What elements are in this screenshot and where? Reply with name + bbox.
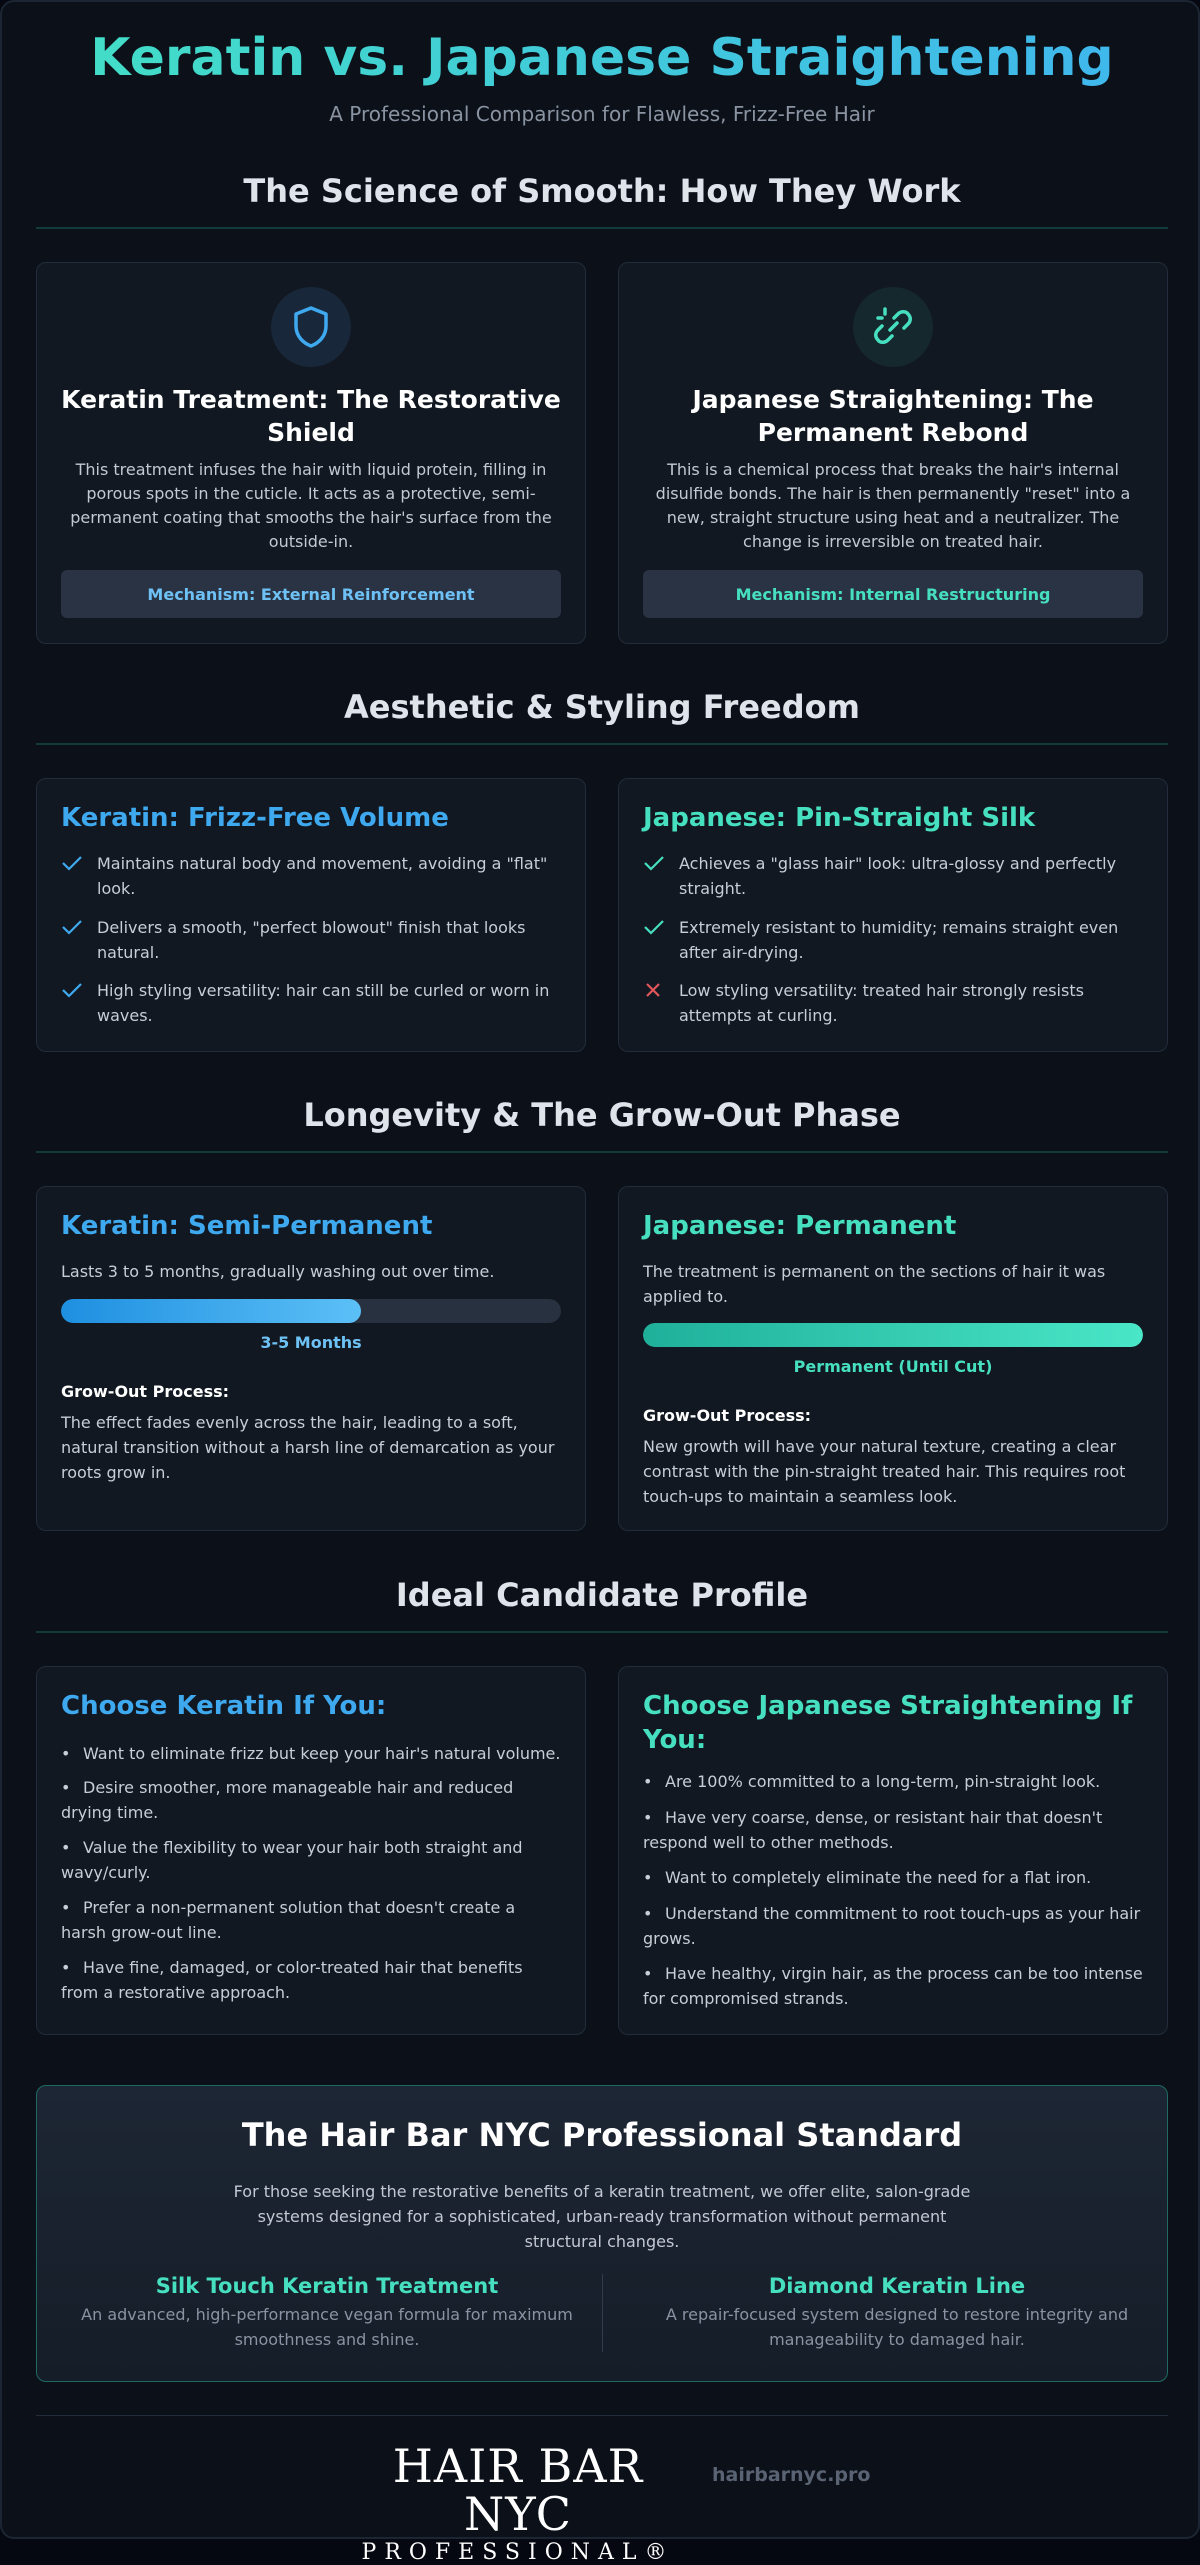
keratin-grow-body: The effect fades evenly across the hair, leading to a soft, natural transition without a harsh line of demarcation as your roots grow in. <box>61 1413 555 1482</box>
keratin-candidate-heading: Choose Keratin If You: <box>61 1691 387 1721</box>
feature-item <box>61 851 561 901</box>
list-item: • Want to completely eliminate the need for a flat iron. <box>643 1868 1092 1887</box>
keratin-candidate-card <box>36 1666 586 2035</box>
keratin-duration-fill <box>61 1299 361 1323</box>
japanese-science-heading: Japanese Straightening: The Permanent Rebond <box>692 385 1094 447</box>
site-link[interactable]: hairbarnyc.pro <box>712 2464 871 2486</box>
japanese-duration-fill <box>643 1323 1143 1347</box>
product-name: Silk Touch Keratin Treatment <box>155 2274 499 2298</box>
japanese-science-body: This is a chemical process that breaks the hair's internal disulfide bonds. The hair is then permanently "reset" into a new, straight structure using heat and a neutralizer. The change is irreversible on treated hair. <box>655 460 1131 551</box>
list-item-text: Prefer a non-permanent solution that doesn't create a harsh grow-out line. <box>61 1898 516 1942</box>
feature-text: High styling versatility: hair can still be curled or worn in waves. <box>97 981 550 1025</box>
keratin-longevity-heading: Keratin: Semi-Permanent <box>61 1211 433 1241</box>
feature-text: Achieves a "glass hair" look: ultra-glossy and perfectly straight. <box>679 854 1117 898</box>
list-item: • Are 100% committed to a long-term, pin-straight look. <box>643 1772 1101 1791</box>
japanese-duration-label: Permanent (Until Cut) <box>793 1357 993 1376</box>
feature-text: Maintains natural body and movement, avoiding a "flat" look. <box>97 854 548 898</box>
feature-item <box>643 851 1143 901</box>
cta-body: For those seeking the restorative benefits of a keratin treatment, we offer elite, salon-grade systems designed for a sophisticated, urban-ready transformation without permanent structural changes. <box>233 2182 971 2251</box>
shield-icon-badge <box>271 287 351 367</box>
keratin-longevity-card <box>36 1186 586 1531</box>
list-item: • Prefer a non-permanent solution that doesn't create a harsh grow-out line. <box>61 1898 516 1942</box>
japanese-longevity-body: The treatment is permanent on the sections of hair it was applied to. <box>643 1262 1106 1306</box>
footer-divider <box>36 2415 1168 2416</box>
feature-item <box>61 978 561 1028</box>
japanese-grow-body: New growth will have your natural texture, creating a clear contrast with the pin-straight treated hair. This requires root touch-ups to maintain a seamless look. <box>643 1437 1126 1506</box>
logo-main: HAIR BAR NYC <box>392 2439 644 2541</box>
section-divider <box>36 227 1168 229</box>
list-item-text: Desire smoother, more manageable hair and reduced drying time. <box>61 1778 514 1822</box>
section-title-candidate: Ideal Candidate Profile <box>395 1576 809 1614</box>
list-item: • Have healthy, virgin hair, as the process can be too intense for compromised strands. <box>643 1964 1143 2008</box>
keratin-longevity-body: Lasts 3 to 5 months, gradually washing out over time. <box>61 1262 495 1281</box>
link-icon-badge <box>853 287 933 367</box>
logo-sub: PROFESSIONAL® <box>361 2540 675 2565</box>
keratin-mechanism-badge: Mechanism: External Reinforcement <box>61 570 561 618</box>
professional-standard-panel <box>36 2085 1168 2382</box>
check-icon <box>643 915 679 965</box>
list-item-text: Have very coarse, dense, or resistant hair that doesn't respond well to other methods. <box>643 1808 1103 1852</box>
list-item-text: Value the flexibility to wear your hair both straight and wavy/curly. <box>61 1838 523 1882</box>
check-icon <box>61 915 97 965</box>
feature-text: Low styling versatility: treated hair strongly resists attempts at curling. <box>679 981 1084 1025</box>
keratin-science-heading: Keratin Treatment: The Restorative Shield <box>61 385 561 447</box>
japanese-grow-heading: Grow-Out Process: <box>643 1406 812 1425</box>
section-divider <box>36 743 1168 745</box>
section-title-aesthetic: Aesthetic & Styling Freedom <box>344 688 860 726</box>
product-diamond-keratin <box>637 2274 1157 2352</box>
check-icon <box>61 851 97 901</box>
list-item-text: Have healthy, virgin hair, as the process can be too intense for compromised strands. <box>643 1964 1143 2008</box>
brand-logo <box>338 2439 698 2565</box>
feature-text: Extremely resistant to humidity; remains straight even after air-drying. <box>679 918 1119 962</box>
keratin-aesthetic-card <box>36 778 586 1052</box>
feature-item <box>643 978 1143 1028</box>
keratin-duration-label: 3-5 Months <box>260 1333 362 1352</box>
check-icon <box>61 978 97 1028</box>
product-divider <box>602 2274 603 2352</box>
section-divider <box>36 1151 1168 1153</box>
japanese-candidate-card <box>618 1666 1168 2035</box>
japanese-aesthetic-heading: Japanese: Pin-Straight Silk <box>643 803 1036 833</box>
list-item: • Have fine, damaged, or color-treated hair that benefits from a restorative approach. <box>61 1958 523 2002</box>
keratin-science-body: This treatment infuses the hair with liquid protein, filling in porous spots in the cuticle. It acts as a protective, semi-permanent coating that smooths the hair's surface from the outside-in. <box>70 460 552 551</box>
shield-icon <box>291 305 331 349</box>
list-item-text: Are 100% committed to a long-term, pin-straight look. <box>665 1772 1101 1791</box>
link-icon <box>870 304 916 350</box>
list-item: • Have very coarse, dense, or resistant hair that doesn't respond well to other methods. <box>643 1808 1103 1852</box>
feature-item <box>643 915 1143 965</box>
japanese-longevity-heading: Japanese: Permanent <box>643 1211 957 1241</box>
keratin-duration-bar <box>61 1299 561 1323</box>
section-divider <box>36 1631 1168 1633</box>
product-desc: A repair-focused system designed to restore integrity and manageability to damaged hair. <box>665 2305 1129 2349</box>
list-item: • Value the flexibility to wear your hair both straight and wavy/curly. <box>61 1838 523 1882</box>
feature-item <box>61 915 561 965</box>
page-title: Keratin vs. Japanese Straightening <box>2 28 1200 88</box>
list-item-text: Want to completely eliminate the need for a flat iron. <box>665 1868 1092 1887</box>
list-item: • Desire smoother, more manageable hair and reduced drying time. <box>61 1778 514 1822</box>
check-icon <box>643 851 679 901</box>
japanese-science-card <box>618 262 1168 644</box>
list-item-text: Understand the commitment to root touch-ups as your hair grows. <box>643 1904 1141 1948</box>
keratin-science-card <box>36 262 586 644</box>
product-silk-touch <box>67 2274 587 2352</box>
japanese-aesthetic-card <box>618 778 1168 1052</box>
feature-text: Delivers a smooth, "perfect blowout" finish that looks natural. <box>97 918 526 962</box>
list-item: • Want to eliminate frizz but keep your hair's natural volume. <box>61 1744 561 1763</box>
japanese-duration-bar <box>643 1323 1143 1347</box>
page-subtitle: A Professional Comparison for Flawless, Frizz-Free Hair <box>329 102 875 126</box>
keratin-aesthetic-heading: Keratin: Frizz-Free Volume <box>61 803 449 833</box>
list-item-text: Have fine, damaged, or color-treated hair that benefits from a restorative approach. <box>61 1958 523 2002</box>
cta-title: The Hair Bar NYC Professional Standard <box>241 2116 963 2154</box>
list-item: • Understand the commitment to root touch-ups as your hair grows. <box>643 1904 1141 1948</box>
keratin-grow-heading: Grow-Out Process: <box>61 1382 230 1401</box>
product-desc: An advanced, high-performance vegan formula for maximum smoothness and shine. <box>81 2305 573 2349</box>
cross-icon <box>643 978 679 1028</box>
list-item-text: Want to eliminate frizz but keep your hair's natural volume. <box>83 1744 561 1763</box>
product-name: Diamond Keratin Line <box>768 2274 1026 2298</box>
section-title-longevity: Longevity & The Grow-Out Phase <box>303 1096 901 1134</box>
japanese-mechanism-badge: Mechanism: Internal Restructuring <box>643 570 1143 618</box>
japanese-longevity-card <box>618 1186 1168 1531</box>
japanese-candidate-heading: Choose Japanese Straightening If You: <box>643 1691 1133 1755</box>
section-title-science: The Science of Smooth: How They Work <box>243 172 961 210</box>
